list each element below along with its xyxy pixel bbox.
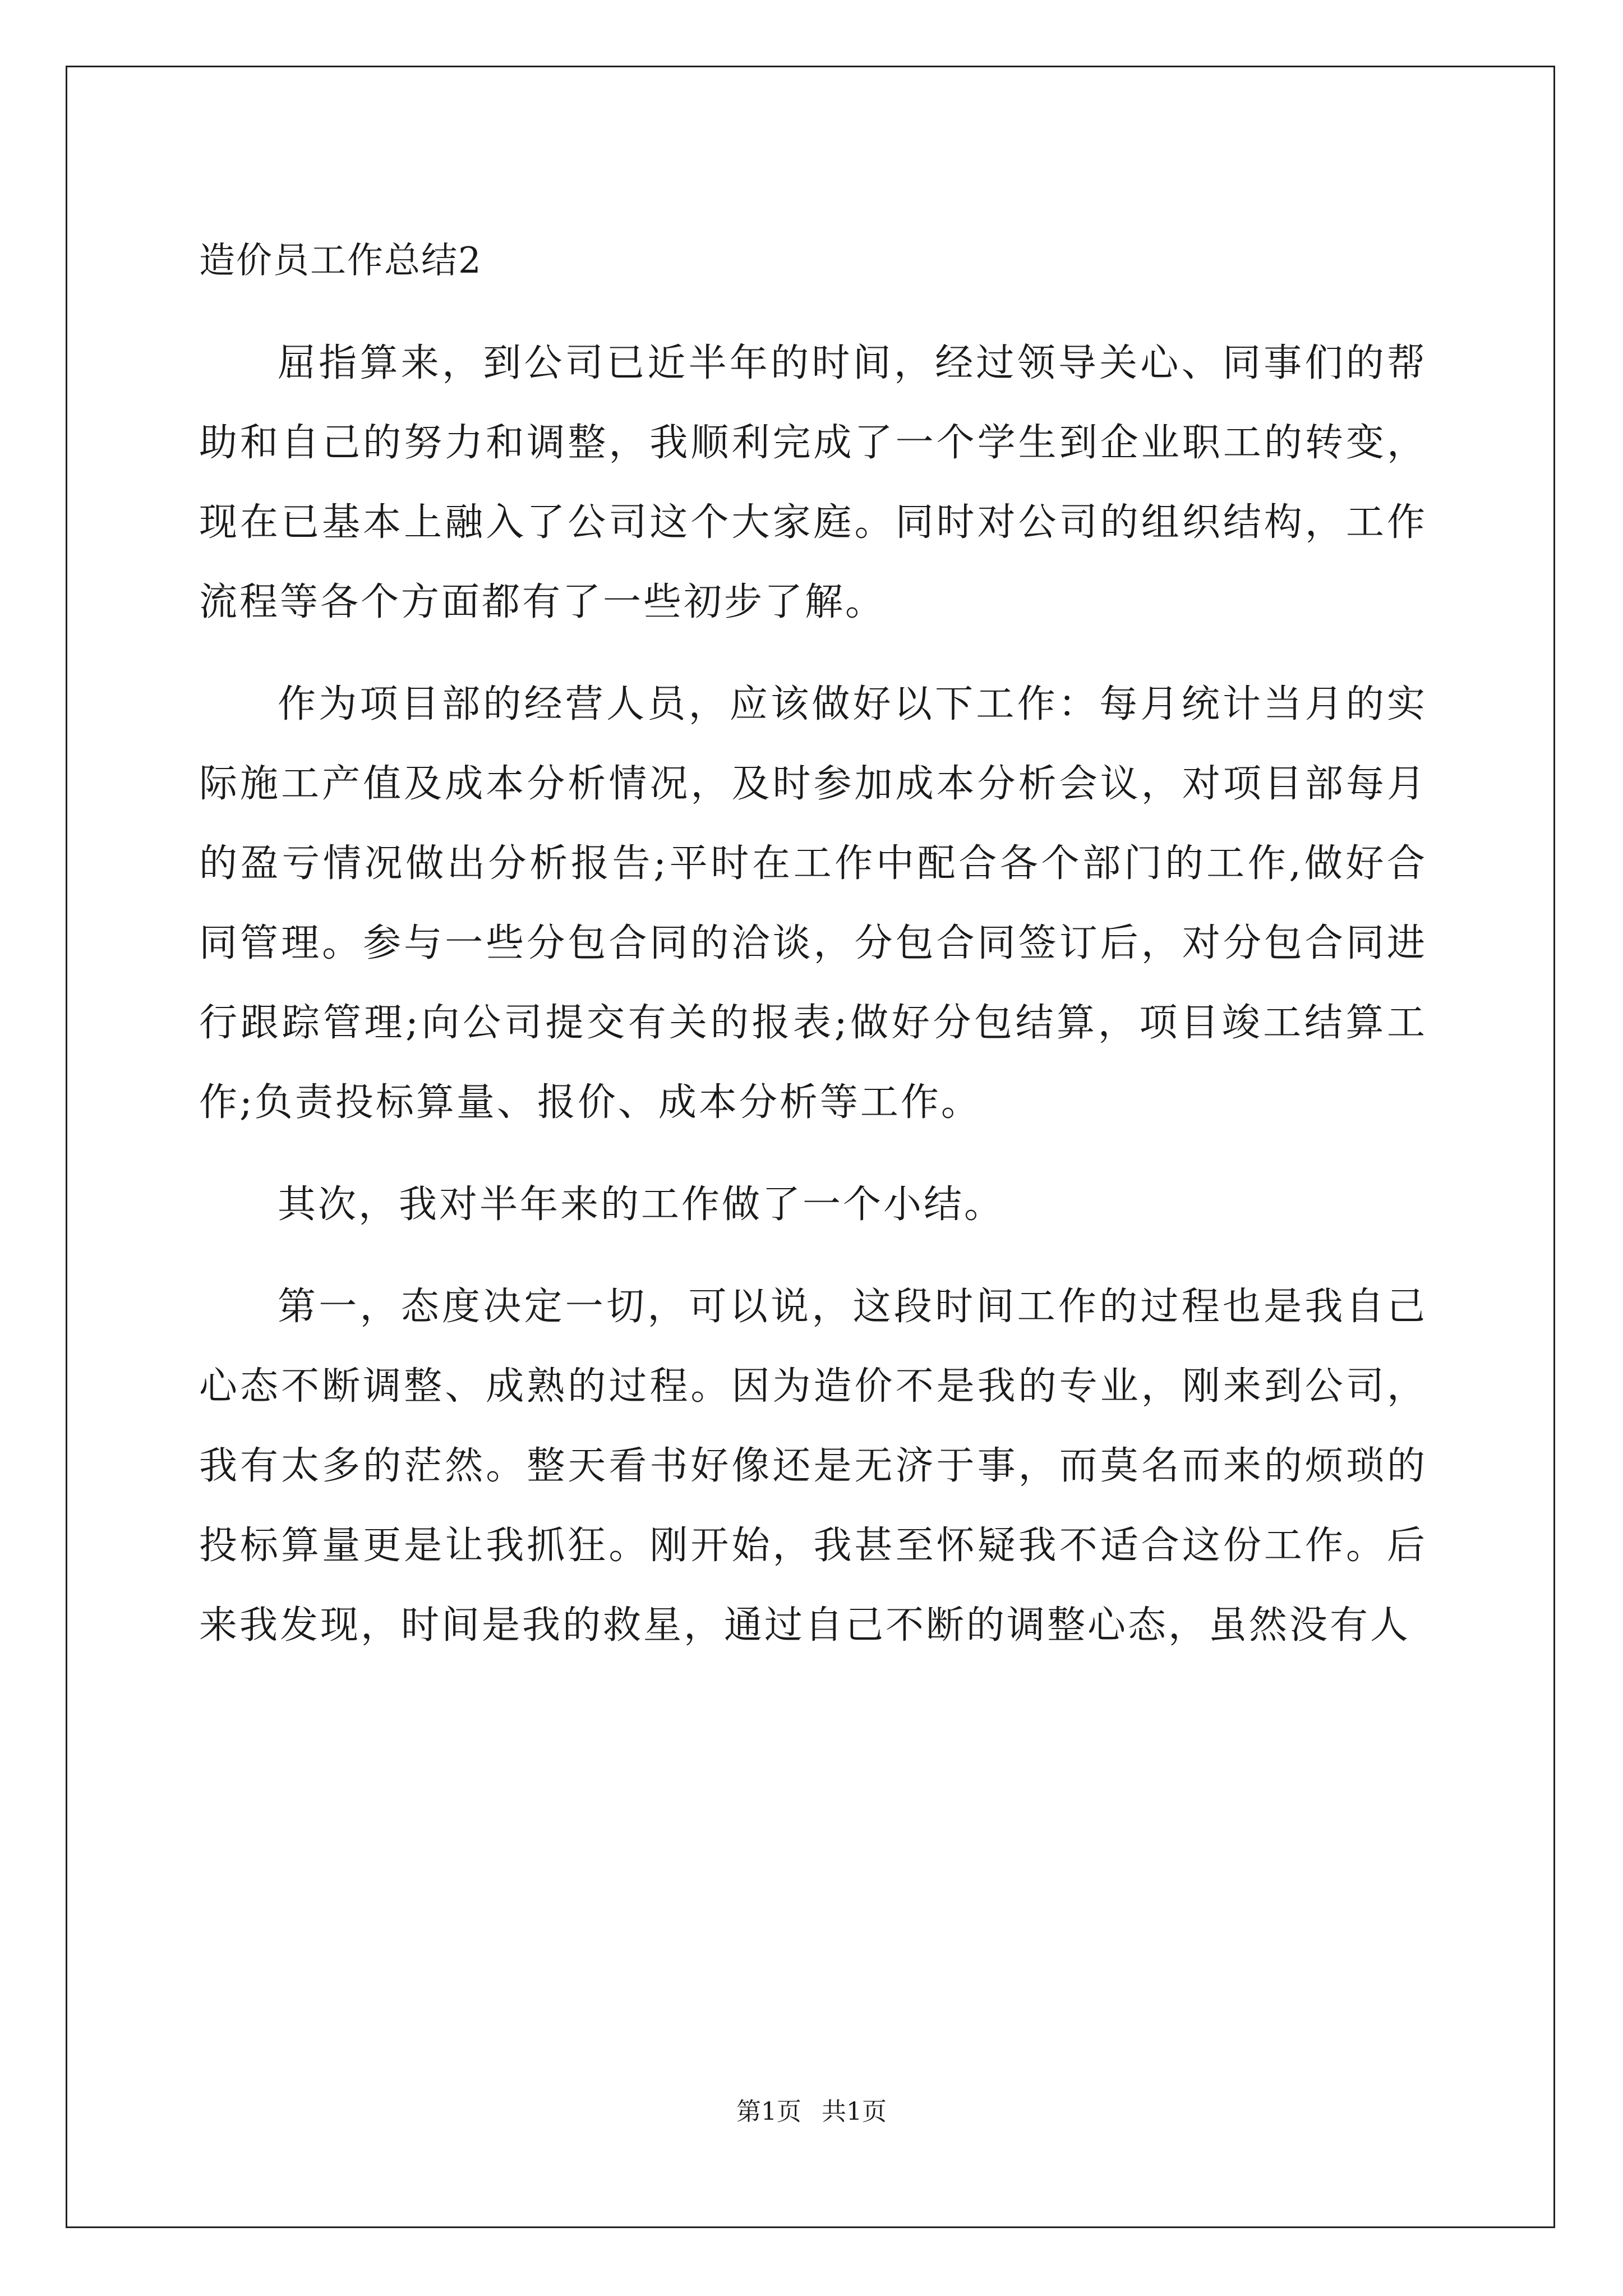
paragraph-1: 屈指算来，到公司已近半年的时间，经过领导关心、同事们的帮助和自己的努力和调整，我顺利完成了一个学生到企业职工的转变，现在已基本上融入了公司这个大家庭。同时对公司的组织结构，工作流程等各个方面都有了一些初步了解。 (199, 341, 1427, 624)
paragraph-4: 第一，态度决定一切，可以说，这段时间工作的过程也是我自己心态不断调整、成熟的过程。因为造价不是我的专业，刚来到公司，我有太多的茫然。整天看书好像还是无济于事，而莫名而来的烦琐的投标算量更是让我抓狂。刚开始，我甚至怀疑我不适合这份工作。后来我发现，时间是我的救星，通过自己不断的调整心态，虽然没有人 (199, 1285, 1427, 1648)
paragraph-3: 其次，我对半年来的工作做了一个小结。 (278, 1182, 1005, 1227)
page-total: 共1页 (822, 2097, 887, 2126)
document-title: 造价员工作总结2 (199, 240, 482, 282)
page-footer (0, 2095, 1623, 2129)
paragraph-2: 作为项目部的经营人员，应该做好以下工作：每月统计当月的实际施工产值及成本分析情况，及时参加成本分析会议，对项目部每月的盈亏情况做出分析报告;平时在工作中配合各个部门的工作,做好合同管理。参与一些分包合同的洽谈，分包合同签订后，对分包合同进行跟踪管理;向公司提交有关的报表;做好分包结算，项目竣工结算工作;负责投标算量、报价、成本分析等工作。 (199, 682, 1427, 1125)
document-body (199, 222, 1427, 1688)
page-number: 第1页 (736, 2097, 801, 2126)
